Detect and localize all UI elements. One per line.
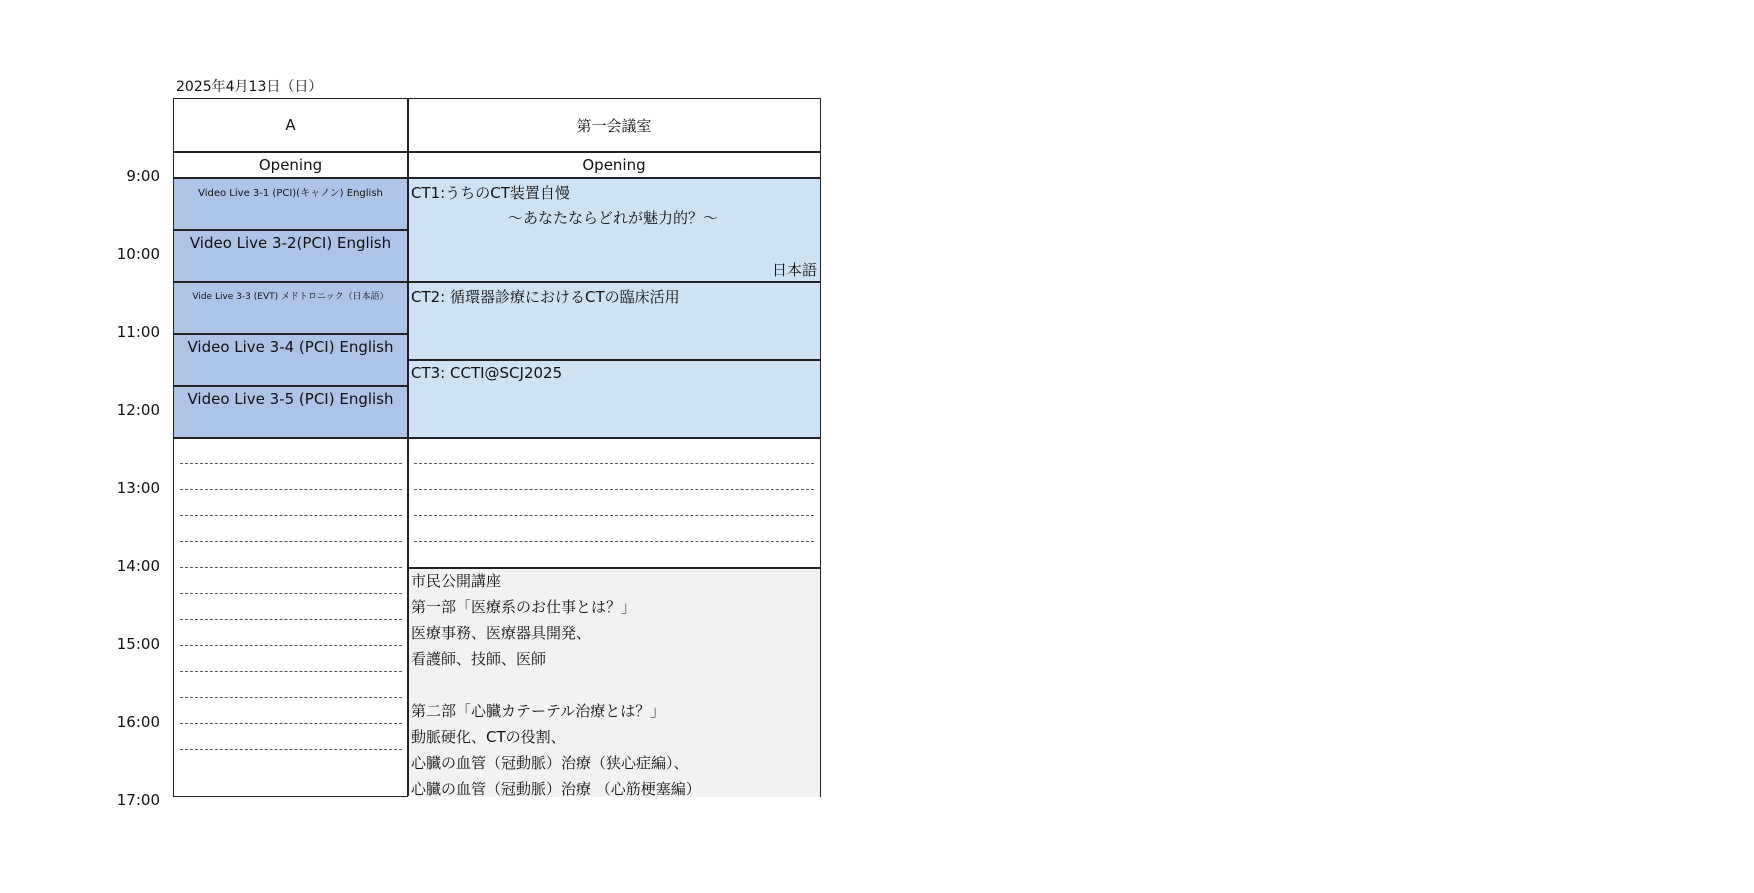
row-divider bbox=[174, 281, 820, 283]
row-divider bbox=[174, 229, 407, 231]
dashed-slot-line bbox=[180, 463, 402, 464]
session-video-live-3-5[interactable]: Video Live 3-5 (PCI) English bbox=[174, 386, 407, 438]
session-public-lecture[interactable] bbox=[408, 568, 820, 797]
dashed-slot-line bbox=[414, 541, 814, 542]
dashed-slot-line bbox=[180, 515, 402, 516]
time-label: 10:00 bbox=[116, 245, 160, 263]
dashed-slot-line bbox=[414, 489, 814, 490]
time-label: 16:00 bbox=[116, 713, 160, 731]
ct3-title: CT3: CCTI@SCJ2025 bbox=[411, 364, 563, 382]
dashed-slot-line bbox=[414, 463, 814, 464]
lecture-line: 第二部「心臓カテーテル治療とは？」 bbox=[411, 702, 666, 720]
session-ct1[interactable] bbox=[408, 178, 820, 282]
opening-room1: Opening bbox=[582, 155, 646, 174]
time-label: 9:00 bbox=[126, 167, 160, 185]
row-divider bbox=[174, 177, 820, 179]
column-header-a: A bbox=[285, 116, 296, 134]
lecture-line: 医療事務、医療器具開発、 bbox=[411, 624, 592, 642]
dashed-slot-line bbox=[180, 723, 402, 724]
ct1-title: CT1:うちのCT装置自慢 bbox=[411, 184, 570, 202]
dashed-slot-line bbox=[414, 515, 814, 516]
column-header-room1: 第一会議室 bbox=[576, 116, 652, 135]
session-video-live-3-3[interactable]: Vide Live 3-3 (EVT) メドトロニック（日本語） bbox=[174, 282, 407, 334]
schedule-date: 2025年4月13日（日） bbox=[176, 79, 323, 95]
ct1-subtitle: 〜あなたならどれが魅力的？〜 bbox=[508, 209, 719, 227]
lecture-line: 看護師、技師、医師 bbox=[411, 650, 547, 668]
column-divider bbox=[407, 99, 409, 796]
session-video-live-3-4[interactable]: Video Live 3-4 (PCI) English bbox=[174, 334, 407, 386]
dashed-slot-line bbox=[180, 697, 402, 698]
row-divider bbox=[174, 385, 407, 387]
dashed-slot-line bbox=[180, 645, 402, 646]
time-label: 15:00 bbox=[116, 635, 160, 653]
dashed-slot-line bbox=[180, 541, 402, 542]
opening-a: Opening bbox=[258, 155, 323, 174]
session-video-live-3-1[interactable]: Video Live 3-1 (PCI)(キャノン) English bbox=[174, 178, 407, 230]
row-divider bbox=[408, 359, 820, 361]
session-ct2[interactable] bbox=[408, 282, 820, 360]
ct2-title: CT2: 循環器診療におけるCTの臨床活用 bbox=[411, 288, 680, 306]
time-label: 12:00 bbox=[116, 401, 160, 419]
time-label: 13:00 bbox=[116, 479, 160, 497]
lecture-line: 動脈硬化、CTの役割、 bbox=[411, 728, 566, 746]
row-divider bbox=[174, 333, 407, 335]
session-ct3[interactable] bbox=[408, 360, 820, 438]
schedule-grid bbox=[173, 98, 821, 797]
lecture-line: 心臓の血管（冠動脈）治療 （心筋梗塞編） bbox=[411, 780, 701, 798]
time-label: 11:00 bbox=[116, 323, 160, 341]
dashed-slot-line bbox=[180, 671, 402, 672]
dashed-slot-line bbox=[180, 489, 402, 490]
row-divider bbox=[174, 151, 820, 153]
time-label: 17:00 bbox=[116, 791, 160, 809]
lecture-line: 市民公開講座 bbox=[411, 572, 502, 590]
dashed-slot-line bbox=[180, 619, 402, 620]
session-video-live-3-2[interactable]: Video Live 3-2(PCI) English bbox=[174, 230, 407, 282]
dashed-slot-line bbox=[180, 749, 402, 750]
dashed-slot-line bbox=[180, 567, 402, 568]
dashed-slot-line bbox=[180, 593, 402, 594]
lecture-line bbox=[408, 672, 820, 698]
row-divider bbox=[408, 567, 820, 569]
lecture-line: 心臓の血管（冠動脈）治療（狭心症編）、 bbox=[411, 754, 689, 772]
lecture-line: 第一部「医療系のお仕事とは？」 bbox=[411, 598, 637, 616]
time-label: 14:00 bbox=[116, 557, 160, 575]
ct1-language: 日本語 bbox=[771, 261, 817, 279]
row-divider bbox=[174, 437, 820, 439]
